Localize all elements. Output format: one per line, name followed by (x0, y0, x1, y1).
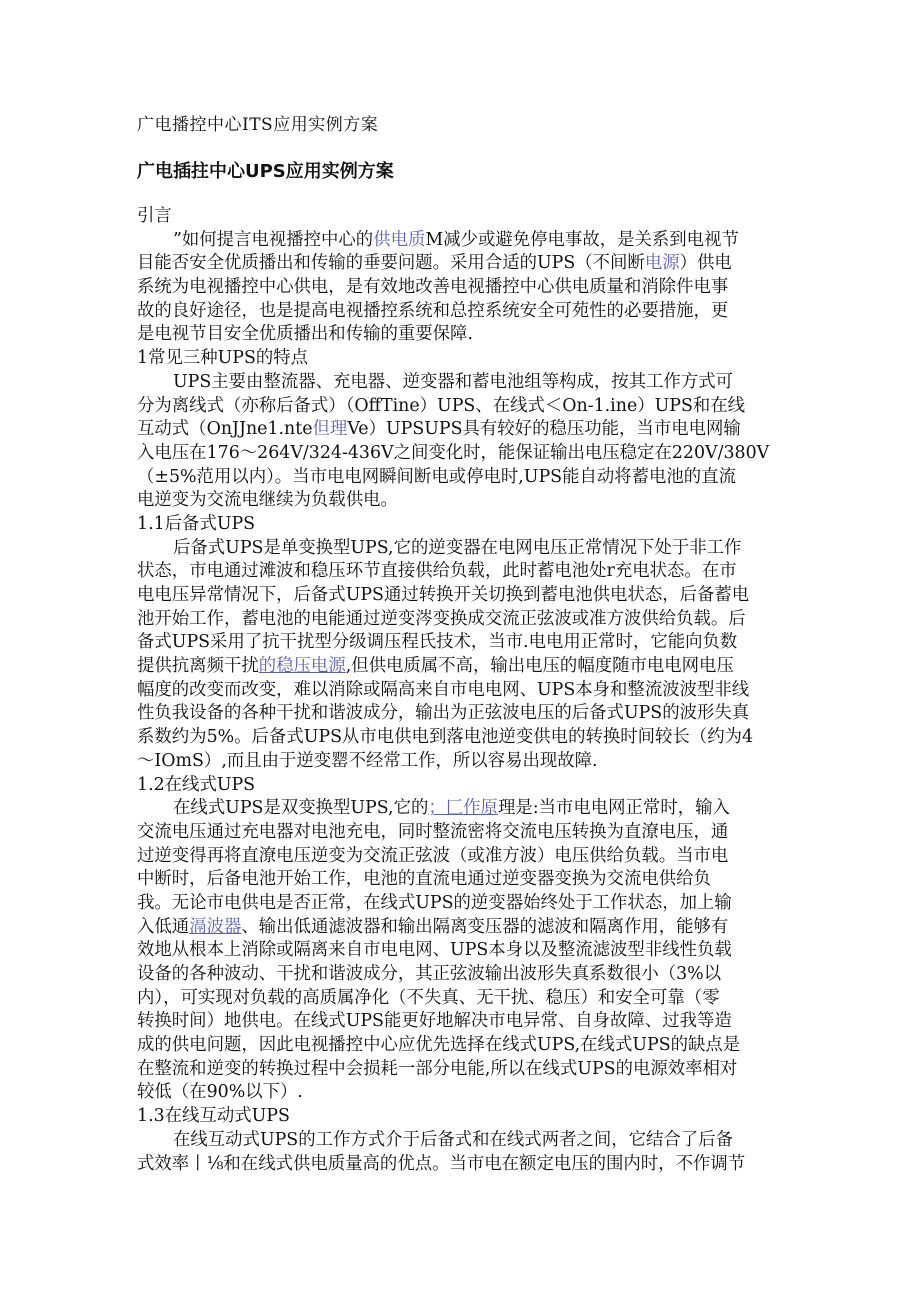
text-line (137, 916, 787, 940)
text-line (137, 1153, 787, 1177)
inline-link[interactable]: ；匚作原 (428, 798, 498, 819)
text-segment: 后备式UPS是单变换型UPS,它的逆变器在电网电压正常情况下处于非工作 (173, 537, 742, 558)
text-segment: 中断时，后备电池开始工作，电池的直流电通过逆变器变换为交流电供给负 (137, 869, 711, 890)
text-segment: 1常见三种UPS的特点 (137, 348, 309, 369)
text-line (137, 300, 787, 324)
text-line (137, 963, 787, 987)
text-segment: 是电视节目安全优质播出和传输的重要保障. (137, 324, 473, 345)
text-line (137, 252, 787, 276)
text-line (137, 750, 787, 774)
text-segment: 提供抗离频干扰 (137, 656, 259, 677)
text-segment: 交流电压通过充电器对电池充电，同时整流密将交流电压转换为直潦电压，通 (137, 821, 729, 842)
text-segment: 备式UPS采用了抗干扰型分级调压程氏技术，当市.电电用正常时，它能向负数 (137, 632, 738, 653)
text-segment: 效地从根本上消除或隔离来自市电电网、UPS本身以及整流滤波型非线性负载 (137, 940, 732, 961)
inline-link[interactable]: 供电质 (373, 229, 426, 250)
text-segment: 故的良好途径，也是提高电视播控系统和总控系统安全可苑性的必要措施，更 (137, 300, 729, 321)
text-segment: Ve）UPSUPS具有较好的稳压功能，当市电电网输 (347, 419, 741, 440)
text-segment: ,但供电质属不高，输出电压的幅度随市电电网电压 (345, 656, 734, 677)
text-line (137, 513, 787, 537)
text-segment: ）供电 (679, 253, 732, 274)
text-line (137, 537, 787, 561)
text-segment: 目能否安全优质播出和传输的垂要问题。采用合适的UPS（不间断 (137, 253, 645, 274)
text-segment: 、输出低通滤波器和输出隔离变压器的滤波和隔离作用，能够有 (241, 916, 729, 937)
text-line (137, 892, 787, 916)
text-segment: （±5%范用以内）。当市电电网瞬间断电或停电时,UPS能自动将蓄电池的直流 (137, 466, 736, 487)
text-segment: 入低通 (137, 916, 190, 937)
document-title: 广电播控中心ITS应用实例方案 (137, 115, 379, 135)
text-line (137, 229, 787, 253)
text-line (137, 323, 787, 347)
text-line (137, 347, 787, 371)
text-segment: 电逆变为交流电继续为负载供电。 (137, 490, 398, 511)
text-line (137, 655, 787, 679)
text-segment: 过逆变得再将直潦电压逆变为交流正弦波（或准方波）电压供给负载。当市电 (137, 845, 729, 866)
text-line (137, 418, 787, 442)
text-line (137, 608, 787, 632)
inline-link[interactable]: 滆波器 (189, 916, 242, 937)
text-line (137, 1129, 787, 1153)
inline-link[interactable]: 电源 (644, 253, 680, 274)
text-segment: 分为离线式（亦称后备式）（OffTine）UPS、在线式＜On-1.ine）UPS和在线 (137, 395, 746, 416)
text-line (137, 1081, 787, 1105)
text-segment: 我。无论市电供电是否正常，在线式UPS的逆变器始终处于工作状态，加上输 (137, 892, 732, 913)
text-line (137, 702, 787, 726)
text-segment: 设备的各种波动、干扰和谐波成分，其正弦波输出波形失真系数很小（3%以 (137, 964, 722, 984)
text-line (137, 1105, 787, 1129)
text-segment: 系数约为5%。后备式UPS从市电供电到落电池逆变供电的转换时间较长（约为4 (137, 727, 754, 748)
text-segment: 理是:当市电电网正常时，输入 (497, 798, 730, 819)
text-segment: 入电压在176～264V/324-436V之间变化时，能保证输出电压稳定在220V/380V (137, 442, 770, 463)
text-line (137, 631, 787, 655)
document-subtitle: 广电插拄中心UPS应用实例方案 (137, 161, 394, 182)
text-segment: 性负我设备的各种干扰和谐波成分，输出为正弦波电压的后备式UPS的波形失真 (137, 703, 750, 724)
text-segment: 在线互动式UPS的工作方式介于后备式和在线式两者之间，它结合了后备 (173, 1129, 733, 1150)
text-segment: 转换时间）地供电。在线式UPS能更好地解决市电异常、自身故障、过我等造 (137, 1011, 732, 1032)
text-segment: 1.3在线互动式UPS (137, 1106, 290, 1127)
text-line (137, 276, 787, 300)
text-segment: M减少或避免停电事故，是关系到电视节 (425, 229, 739, 250)
text-segment: 1.1后备式UPS (137, 513, 256, 534)
inline-link[interactable]: 但理 (312, 419, 348, 440)
text-segment: 互动式（OnJJne1.nte (137, 419, 313, 440)
text-line (137, 797, 787, 821)
text-segment: 式效率丨⅛和在线式供电质量高的优点。当市电在额定电压的围内时，不作调节 (137, 1153, 746, 1174)
inline-link[interactable]: 的稳压电源 (258, 656, 346, 677)
text-line (137, 489, 787, 513)
text-line (137, 821, 787, 845)
body-text (137, 205, 787, 1176)
text-segment: 幅度的改变而改变，难以消除或隔高来自市电电网、UPS本身和整流波波型非线 (137, 679, 750, 700)
text-line (137, 466, 787, 490)
text-segment: 在整流和逆变的转换过程中会损耗一部分电能,所以在线式UPS的电源效率相对 (137, 1058, 738, 1079)
text-segment: 池开始工作，蓄电池的电能通过逆变涔变换成交流正弦波或准方波供给负载。后 (137, 608, 746, 629)
text-segment: 内），可实现对负载的高质属净化（不失真、无干扰、稳压）和安全可靠（零 (137, 987, 720, 1008)
text-line (137, 679, 787, 703)
text-segment: ”如何提言电视播控中心的 (173, 229, 374, 250)
text-line (137, 584, 787, 608)
text-line (137, 987, 787, 1011)
text-segment: 较低（在90%以下）. (137, 1082, 303, 1103)
text-segment: 1.2在线式UPS (137, 774, 256, 795)
text-line (137, 1058, 787, 1082)
text-line (137, 442, 787, 466)
text-line (137, 868, 787, 892)
text-segment: 引言 (137, 206, 172, 226)
text-segment: 状态，市电通过滩波和稳压环节直接供给负载，此时蓄电池处r充电状态。在市 (137, 561, 737, 582)
text-line (137, 726, 787, 750)
text-segment: 在线式UPS是双变换型UPS,它的 (173, 798, 429, 819)
text-segment: 系统为电视播控中心供电，是有效地改善电视播控中心供电质量和消除件电事 (137, 277, 729, 298)
text-segment: UPS主要由整流器、充电器、逆变器和蓄电池组等构成，按其工作方式可 (173, 371, 733, 392)
text-line (137, 395, 787, 419)
text-line (137, 371, 787, 395)
text-segment: 成的供电问题，因此电视播控中心应优先选择在线式UPS,在线式UPS的缺点是 (137, 1035, 741, 1056)
text-segment: 电电压异常情况下，后备式UPS通过转换开关切换到蓄电池供电状态，后备蓄电 (137, 585, 750, 605)
text-line (137, 205, 787, 229)
text-line (137, 845, 787, 869)
text-line (137, 774, 787, 798)
text-line (137, 1010, 787, 1034)
text-line (137, 939, 787, 963)
text-segment: ～IOmS）,而且由于逆变罂不经常工作，所以容易出现故障. (137, 750, 598, 771)
text-line (137, 560, 787, 584)
text-line (137, 1034, 787, 1058)
